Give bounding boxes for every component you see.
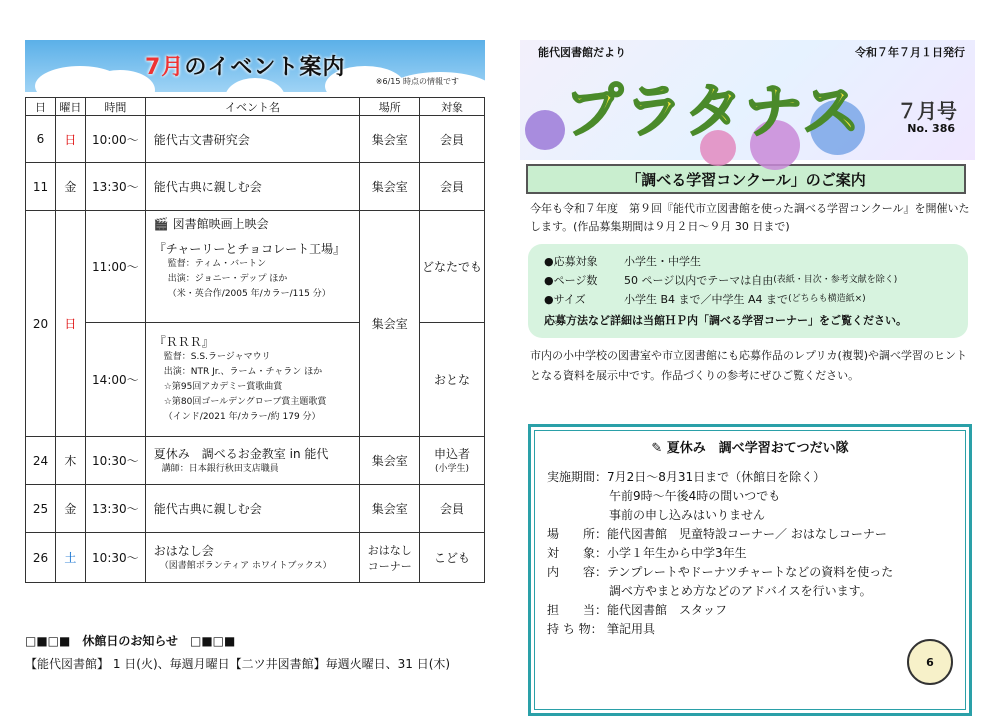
magnifier-mascot-icon: 6: [907, 639, 953, 685]
table-row: 24 木 10:30～ 夏休み 調べるお金教室 in 能代 講師：日本銀行秋田支店職員 集会室 申込者 (小学生): [26, 437, 485, 485]
helper-title: ✎ 夏休み 調べ学習おてつだい隊: [651, 441, 849, 456]
list-item: ●応募対象 小学生・中学生: [544, 255, 701, 268]
table-row-movie-b: 14:00～ 『ＲＲＲ』 監督：S.S.ラージャマウリ 出演：NTR Jr.、ラーム・チャラン ほか ☆第95回アカデミー賞歌曲賞 ☆第80回ゴールデングローブ賞主題歌賞 （インド/2021 年/カラー/約 179 分） おとな: [26, 323, 485, 437]
contest-detail: 応募方法など詳細は当館ＨＰ内「調べる学習コーナー」をご覧ください。: [544, 314, 907, 327]
newsletter-name: 能代図書館だより: [538, 46, 626, 59]
masthead: [520, 40, 975, 160]
issue-date: 令和７年７月１日発行: [855, 46, 965, 59]
movie-a-title: 『チャーリーとチョコレート工場』: [153, 242, 346, 256]
table-row-movie: 20 日 11:00～ 🎬 図書館映画上映会 『チャーリーとチョコレート工場』 監督：ティム・バートン 出演：ジョニー・デップ ほか （米・英合作/2005 年/カラー/115 分） 集会室 どなたでも: [26, 211, 485, 323]
newsletter-section: [520, 40, 980, 669]
newsletter-logo: プラタナス: [565, 77, 863, 145]
contest-title: 「調べる学習コンクール」のご案内: [526, 164, 966, 194]
holiday-title: □■□■ 休館日のお知らせ □■□■: [25, 634, 236, 648]
table-header-row: 日 曜日 時間 イベント名 場所 対象: [26, 98, 485, 116]
issue-number: No. 386: [907, 122, 955, 135]
event-title: 7月のイベント案内: [145, 55, 346, 80]
table-row: 25 金 13:30～ 能代古典に親しむ会 集会室 会員: [26, 485, 485, 533]
contest-outline: [528, 244, 968, 338]
replica-copy: 市内の小中学校の図書室や市立図書館にも応募作品のレプリカ(複製)や調べ学習のヒントとなる資料を展示中です。作品づくりの参考にぜひご覧ください。: [530, 349, 968, 382]
holiday-line: 【能代図書館】 1 日(火)、毎週月曜日【二ツ井図書館】毎週火曜日、31 日(木): [25, 657, 451, 671]
holiday-notice: [25, 632, 450, 672]
table-row: 26 土 10:30～ おはなし会 （図書館ボランティア ホワイトブックス） おはなしコーナー こども: [26, 533, 485, 583]
event-note: ※6/15 時点の情報です: [375, 77, 459, 86]
event-banner: [25, 40, 485, 92]
pencil-icon: ✎: [651, 441, 663, 456]
movie-b-title: 『ＲＲＲ』: [153, 335, 214, 349]
list-item: ●ページ数 50 ページ以内でテーマは自由 (表紙・目次・参考文献を除く): [544, 274, 898, 287]
table-row: 6 日 10:00～ 能代古文書研究会 集会室 会員: [26, 116, 485, 163]
list-item: ●サイズ 小学生 B4 まで／中学生 A4 まで (どちらも横造紙×): [544, 293, 866, 306]
event-table: [25, 97, 485, 583]
event-section: [25, 40, 485, 583]
contest-intro: 今年も令和７年度 第９回『能代市立図書館を使った調べる学習コンクール』を開催いたします。(作品募集期間は９月２日～９月 30 日まで): [530, 202, 970, 233]
issue-month: ７月号: [897, 99, 957, 123]
movie-heading: 🎬 図書館映画上映会: [153, 217, 269, 231]
helper-box: ✎ 夏休み 調べ学習おてつだい隊 実施期間： 7月2日～8月31日まで（休館日を除く） 午前9時～午後4時の間いつでも 事前の申し込みはいりません 場 所： 能代図書館 児童特設コーナー／ おはなしコーナー 対 象： 小学１年生から中学3年生 内 容： テンプレートやドーナツチャートなどの資料を使った 調べ方やまとめ方などのアドバイスを行います。 担 当： 能代図書館 スタッフ 持 ち 物： 筆記用具 6: [528, 424, 972, 716]
film-icon: 🎬: [153, 217, 169, 231]
table-row: 11 金 13:30～ 能代古典に親しむ会 集会室 会員: [26, 163, 485, 211]
